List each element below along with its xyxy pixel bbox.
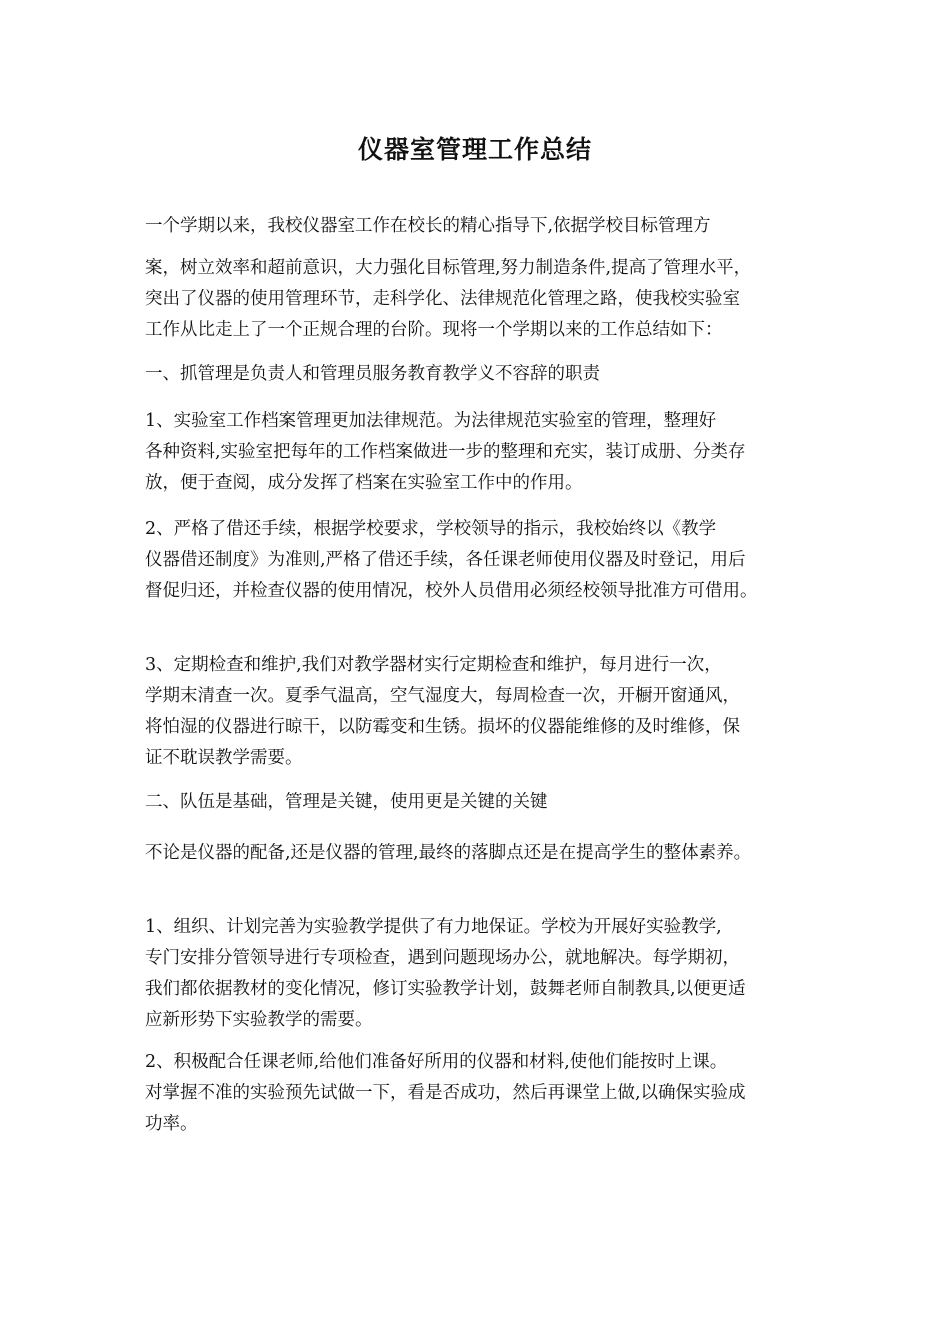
paragraph-line: 2、积极配合任课老师,给他们准备好所用的仪器和材料,使他们能按时上课。 [145, 1052, 728, 1072]
document-title: 仪器室管理工作总结 [357, 135, 592, 164]
paragraph-line: 一个学期以来，我校仪器室工作在校长的精心指导下,依据学校目标管理方 [145, 216, 711, 236]
paragraph-line: 证不耽误教学需要。 [145, 748, 303, 768]
item-paragraph-4 [145, 912, 817, 1036]
paragraph-line: 放，便于查阅，成分发挥了档案在实验室工作中的作用。 [145, 473, 583, 493]
section-heading-1: 一、抓管理是负责人和管理员服务教育教学义不容辞的职责 [145, 364, 600, 384]
paragraph-line: 各种资料,实验室把每年的工作档案做进一步的整理和充实，装订成册、分类存 [145, 442, 746, 462]
paragraph-line: 我们都依据教材的变化情况，修订实验教学计划，鼓舞老师自制教具,以便更适 [145, 979, 746, 999]
item-paragraph-5 [145, 1047, 817, 1140]
paragraph-line: 应新形势下实验教学的需要。 [145, 1010, 373, 1030]
paragraph-line: 1、组织、计划完善为实验教学提供了有力地保证。学校为开展好实验教学, [145, 917, 722, 937]
paragraph-line: 3、定期检查和维护,我们对教学器材实行定期检查和维护，每月进行一次， [145, 655, 722, 675]
paragraph-line: 学期末清查一次。夏季气温高，空气湿度大，每周检查一次，开橱开窗通风， [145, 686, 740, 706]
item-paragraph-1 [145, 406, 817, 499]
paragraph-line: 案，树立效率和超前意识，大力强化目标管理,努力制造条件,提高了管理水平， [145, 258, 752, 278]
paragraph-line: 仪器借还制度》为准则,严格了借还手续，各任课老师使用仪器及时登记，用后 [145, 550, 746, 570]
paragraph-line: 对掌握不准的实验预先试做一下，看是否成功，然后再课堂上做,以确保实验成 [145, 1083, 746, 1103]
paragraph-line: 督促归还，并检查仪器的使用情况，校外人员借用必须经校领导批准方可借用。 [145, 581, 758, 601]
section-2-intro: 不论是仪器的配备,还是仪器的管理,最终的落脚点还是在提高学生的整体素养。 [145, 843, 752, 863]
section-heading-2: 二、队伍是基础，管理是关键，使用更是关键的关键 [145, 792, 548, 812]
paragraph-line: 突出了仪器的使用管理环节，走科学化、法律规范化管理之路，使我校实验室 [145, 289, 740, 309]
paragraph-line: 工作从比走上了一个正规合理的台阶。现将一个学期以来的工作总结如下： [145, 320, 723, 340]
item-paragraph-2 [145, 514, 817, 607]
paragraph-line: 将怕湿的仪器进行晾干，以防霉变和生锈。损坏的仪器能维修的及时维修，保 [145, 717, 740, 737]
item-paragraph-3 [145, 650, 817, 774]
paragraph-line: 专门安排分管领导进行专项检查，遇到问题现场办公，就地解决。每学期初， [145, 948, 740, 968]
paragraph-line: 1、实验室工作档案管理更加法律规范。为法律规范实验室的管理，整理好 [145, 411, 717, 431]
paragraph-line: 2、严格了借还手续，根据学校要求，学校领导的指示，我校始终以《教学 [145, 519, 717, 539]
paragraph-line: 功率。 [145, 1114, 198, 1134]
intro-paragraph [145, 211, 817, 346]
